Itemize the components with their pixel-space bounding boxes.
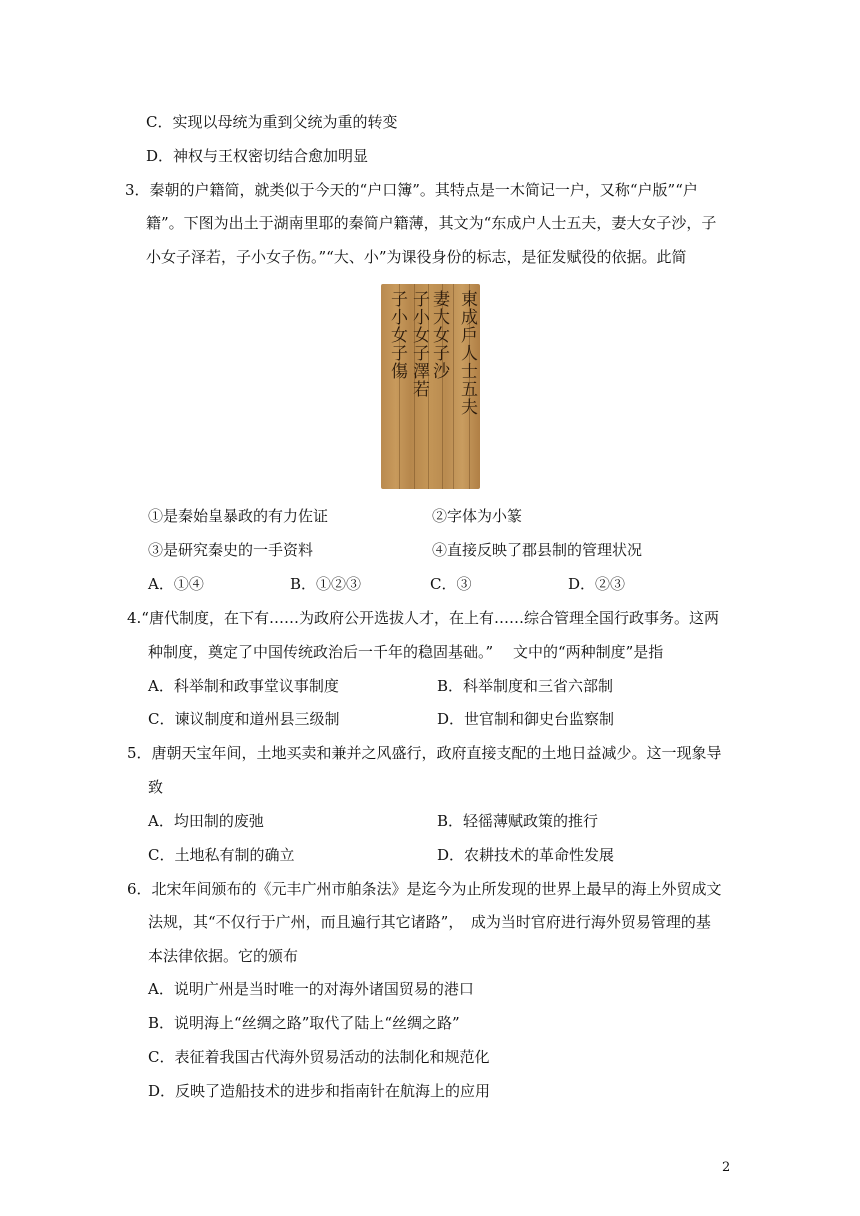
q6-option-d: D．反映了造船技术的进步和指南针在航海上的应用 bbox=[148, 1082, 491, 1100]
q6-option-c: C．表征着我国古代海外贸易活动的法制化和规范化 bbox=[148, 1048, 490, 1066]
line-q3-stem-1: 3．秦朝的户籍简，就类似于今天的“户口簿”。其特点是一木简记一户，又称“户版”“户 bbox=[125, 181, 698, 199]
slip-column-1: 東成戶人士五夫 bbox=[457, 290, 477, 416]
q5-option-b: B．轻徭薄赋政策的推行 bbox=[437, 812, 599, 830]
q3-option-d: D．②③ bbox=[568, 575, 626, 593]
slip-column-3: 子小女子澤若 bbox=[409, 290, 429, 398]
line-q6-stem-1: 6．北宋年间颁布的《元丰广州市舶条法》是迄今为止所发现的世界上最早的海上外贸成文 bbox=[127, 880, 722, 898]
q6-option-a: A．说明广州是当时唯一的对海外诸国贸易的港口 bbox=[148, 980, 474, 998]
slip-column-4: 子小女子傷 bbox=[387, 290, 407, 380]
q5-option-a: A．均田制的废弛 bbox=[148, 812, 264, 830]
line-q2-option-c: C．实现以母统为重到父统为重的转变 bbox=[146, 113, 398, 131]
q3-item-4: ④直接反映了郡县制的管理状况 bbox=[432, 541, 643, 559]
q4-option-b: B．科举制度和三省六部制 bbox=[437, 677, 614, 695]
q5-option-c: C．土地私有制的确立 bbox=[148, 846, 295, 864]
line-q5-stem-1: 5．唐朝天宝年间，土地买卖和兼并之风盛行，政府直接支配的土地日益减少。这一现象导 bbox=[127, 744, 722, 762]
q6-option-b: B．说明海上“丝绸之路”取代了陆上“丝绸之路” bbox=[148, 1014, 460, 1032]
slip-column-2: 妻大女子沙 bbox=[429, 290, 449, 380]
q4-option-d: D．世官制和御史台监察制 bbox=[437, 710, 615, 728]
q3-item-3: ③是研究秦史的一手资料 bbox=[148, 541, 314, 559]
line-q2-option-d: D．神权与王权密切结合愈加明显 bbox=[146, 147, 369, 165]
q3-option-b: B．①②③ bbox=[290, 575, 362, 593]
q3-option-a: A．①④ bbox=[148, 575, 204, 593]
line-q6-stem-2: 法规，其“不仅行于广州，而且遍行其它诸路”， 成为当时官府进行海外贸易管理的基 bbox=[148, 913, 711, 931]
line-q5-stem-2: 致 bbox=[148, 778, 164, 796]
line-q4-stem-1: 4.“唐代制度，在下有……为政府公开选拔人才，在上有……综合管理全国行政事务。这两 bbox=[127, 609, 719, 627]
line-q3-stem-3: 小女子泽若，子小女子伤。”“大、小”为课役身份的标志，是征发赋役的依据。此简 bbox=[146, 248, 687, 266]
line-q3-stem-2: 籍”。下图为出土于湖南里耶的秦简户籍薄，其文为“东成户人士五夫，妻大女子沙，子 bbox=[146, 214, 717, 232]
q5-option-d: D．农耕技术的革命性发展 bbox=[437, 846, 615, 864]
q3-item-1: ①是秦始皇暴政的有力佐证 bbox=[148, 507, 329, 525]
q3-option-c: C．③ bbox=[430, 575, 472, 593]
bamboo-slip-image bbox=[381, 284, 480, 489]
line-q4-stem-2: 种制度，奠定了中国传统政治后一千年的稳固基础。” 文中的“两种制度”是指 bbox=[148, 643, 664, 661]
q4-option-a: A．科举制和政事堂议事制度 bbox=[148, 677, 339, 695]
q3-item-2: ②字体为小篆 bbox=[432, 507, 523, 525]
q4-option-c: C．谏议制度和道州县三级制 bbox=[148, 710, 340, 728]
line-q6-stem-3: 本法律依据。它的颁布 bbox=[148, 947, 299, 965]
page-number: 2 bbox=[722, 1160, 731, 1175]
